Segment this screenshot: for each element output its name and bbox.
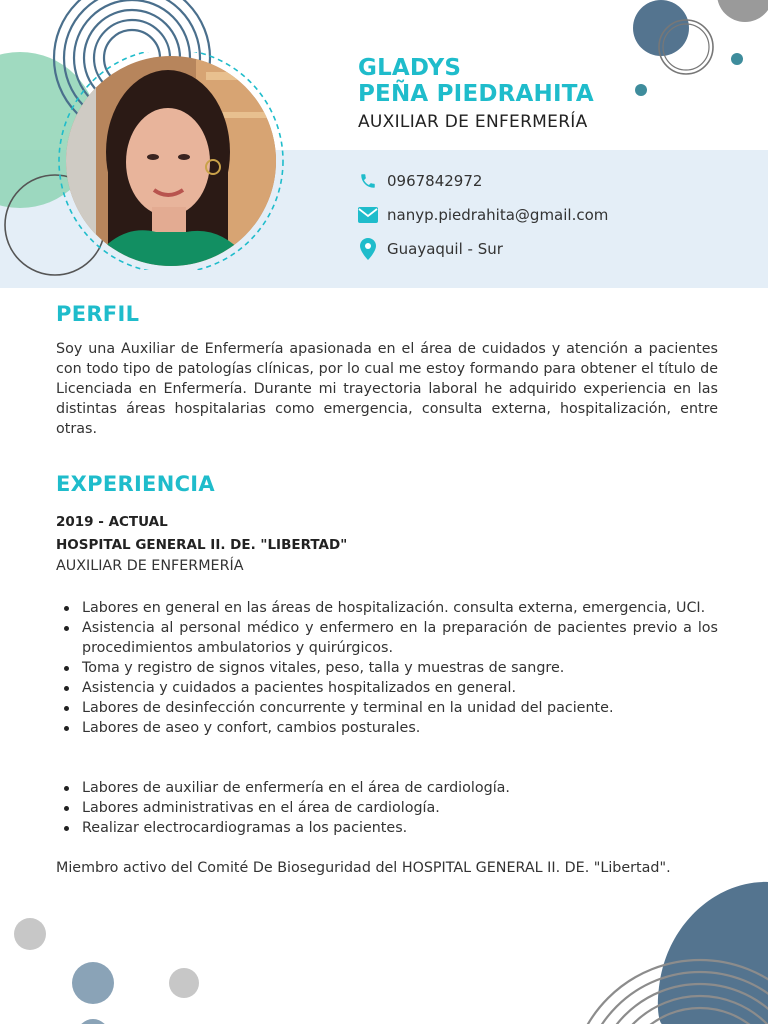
list-item: Toma y registro de signos vitales, peso, talla y muestras de sangre. bbox=[82, 658, 718, 678]
list-item: Realizar electrocardiogramas a los pacientes. bbox=[82, 818, 718, 838]
candidate-name bbox=[358, 55, 594, 107]
list-item: Labores de desinfección concurrente y terminal en la unidad del paciente. bbox=[82, 698, 718, 718]
list-item: Asistencia y cuidados a pacientes hospitalizados en general. bbox=[82, 678, 718, 698]
list-item: Labores de auxiliar de enfermería en el área de cardiología. bbox=[82, 778, 718, 798]
location-pin-icon bbox=[358, 239, 378, 259]
duties-list-1 bbox=[56, 598, 718, 738]
list-item: Asistencia al personal médico y enfermero en la preparación de pacientes previo a los procedimientos ambulatorios y quirúrgicos. bbox=[82, 620, 718, 656]
profile-photo bbox=[56, 52, 286, 270]
list-item: Labores de aseo y confort, cambios posturales. bbox=[82, 718, 718, 738]
phone-icon bbox=[358, 171, 378, 191]
committee-note: Miembro activo del Comité De Bioseguridad del HOSPITAL GENERAL II. DE. "Libertad". bbox=[56, 860, 671, 876]
contact-email[interactable] bbox=[358, 204, 608, 226]
profile-text: Soy una Auxiliar de Enfermería apasionada en el área de cuidados y atención a pacientes con todo tipo de patologías clínicas, por lo cual me estoy formando para obtener el título de Licenciada en Enfermería. Durante mi trayectoria laboral he adquirido experiencia en las distintas áreas hospitalarias como emergencia, consulta externa, hospitalización, entre otras. bbox=[56, 341, 718, 437]
contact-location bbox=[358, 238, 503, 260]
slate-circle-top-right bbox=[633, 0, 689, 56]
grey-blob-top-right bbox=[717, 0, 768, 22]
experience-period: 2019 - ACTUAL bbox=[56, 514, 168, 530]
list-item: Labores en general en las áreas de hospitalización. consulta externa, emergencia, UCI. bbox=[82, 598, 718, 618]
contact-phone[interactable] bbox=[358, 170, 482, 192]
slate-dot-bottom bbox=[72, 962, 114, 1004]
email-address: nanyp.piedrahita@gmail.com bbox=[387, 206, 609, 224]
experience-heading: EXPERIENCIA bbox=[56, 472, 215, 496]
experience-position: AUXILIAR DE ENFERMERÍA bbox=[56, 558, 244, 574]
grey-dot-bottom-1 bbox=[14, 918, 46, 950]
location-text: Guayaquil - Sur bbox=[387, 240, 503, 258]
duties-list-2 bbox=[56, 778, 718, 838]
name-line-2: PEÑA PIEDRAHITA bbox=[358, 81, 594, 107]
profile-heading: PERFIL bbox=[56, 302, 140, 326]
slate-dot-bottom-2 bbox=[77, 1019, 109, 1024]
experience-employer: HOSPITAL GENERAL II. DE. "LIBERTAD" bbox=[56, 537, 348, 553]
slate-blob-bottom-right bbox=[658, 882, 768, 1024]
grey-dot-bottom-2 bbox=[169, 968, 199, 998]
teal-dot-2 bbox=[635, 84, 647, 96]
list-item: Labores administrativas en el área de cardiología. bbox=[82, 798, 718, 818]
mail-icon bbox=[358, 205, 378, 225]
name-line-1: GLADYS bbox=[358, 55, 462, 81]
job-title: AUXILIAR DE ENFERMERÍA bbox=[358, 112, 588, 132]
phone-number: 0967842972 bbox=[387, 172, 483, 190]
teal-dot-1 bbox=[731, 53, 743, 65]
